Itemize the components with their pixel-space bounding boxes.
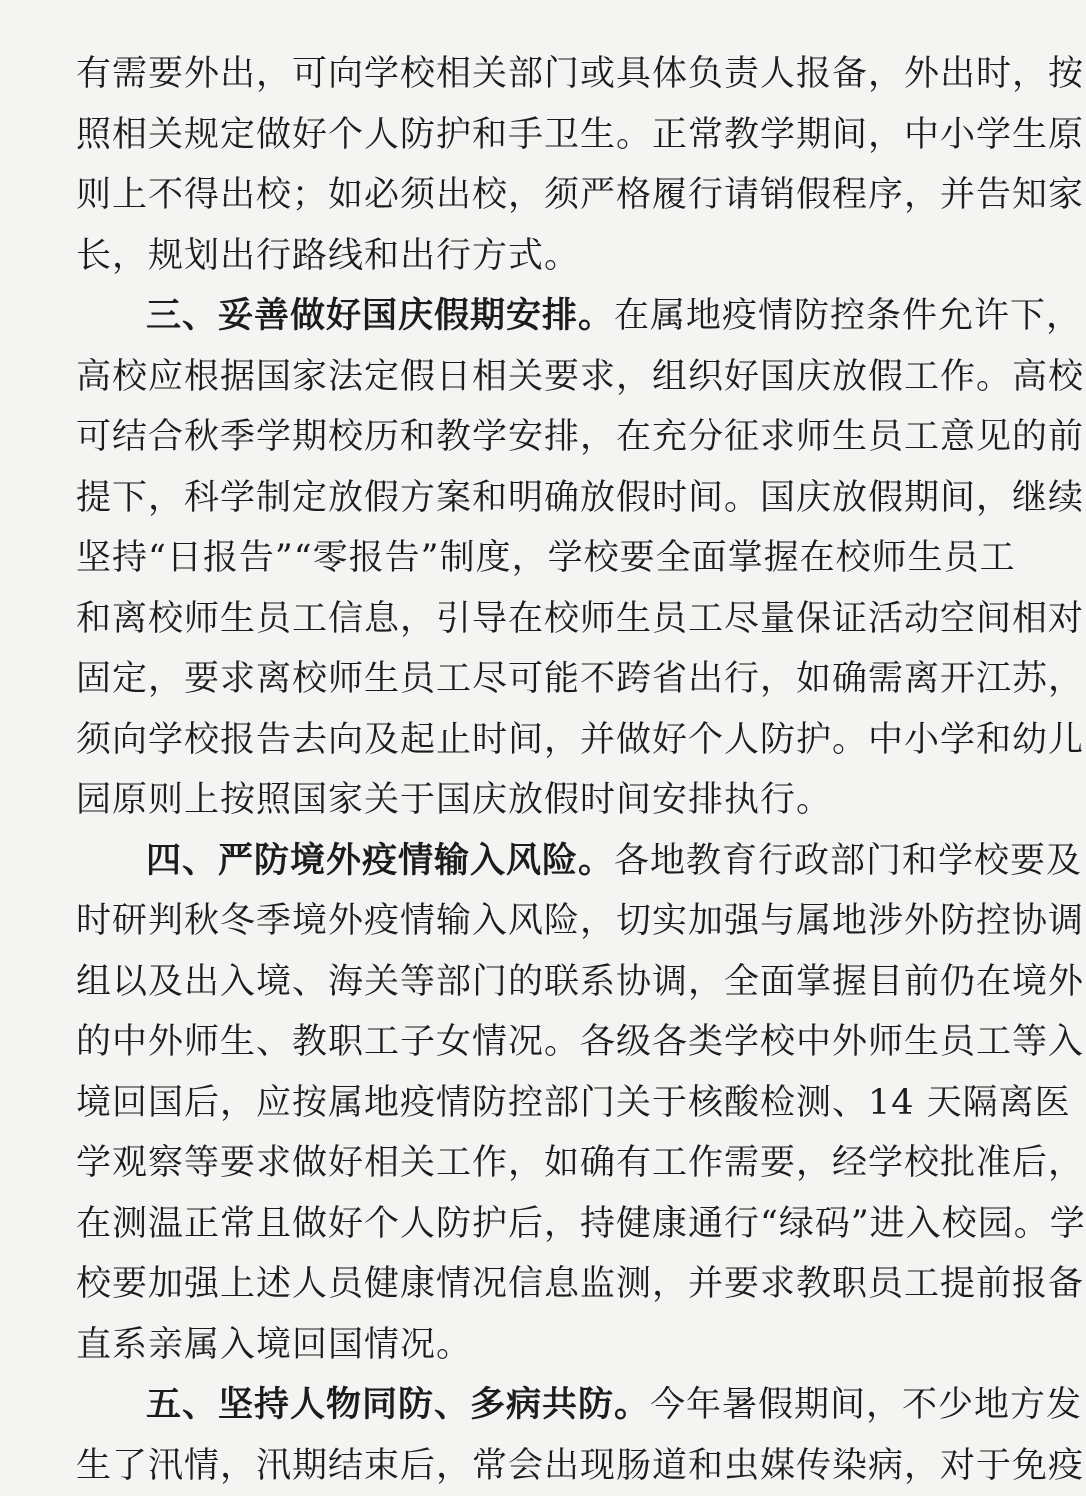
section-five-first-line bbox=[76, 1375, 1012, 1436]
text-line: 的中外师生、教职工子女情况。各级各类学校中外师生员工等入 bbox=[76, 1012, 1012, 1073]
text-line: 境回国后，应按属地疫情防控部门关于核酸检测、14 天隔离医 bbox=[76, 1073, 1012, 1134]
text-line: 须向学校报告去向及起止时间，并做好个人防护。中小学和幼儿 bbox=[76, 710, 1012, 771]
text-line: 可结合秋季学期校历和教学安排，在充分征求师生员工意见的前 bbox=[76, 407, 1012, 468]
text-line: 生了汛情，汛期结束后，常会出现肠道和虫媒传染病，对于免疫 bbox=[76, 1436, 1012, 1496]
text-line: 学观察等要求做好相关工作，如确有工作需要，经学校批准后， bbox=[76, 1133, 1012, 1194]
text-line: 则上不得出校；如必须出校，须严格履行请销假程序，并告知家 bbox=[76, 165, 1012, 226]
text-span: 今年暑假期间，不少地方发 bbox=[650, 1385, 1082, 1425]
text-span: 在属地疫情防控条件允许下， bbox=[614, 296, 1082, 336]
text-line: 固定，要求离校师生员工尽可能不跨省出行，如确需离开江苏， bbox=[76, 649, 1012, 710]
section-heading: 五、坚持人物同防、多病共防。 bbox=[146, 1385, 650, 1425]
text-line: 长，规划出行路线和出行方式。 bbox=[76, 226, 1012, 287]
text-span: 各地教育行政部门和学校要及 bbox=[614, 841, 1082, 881]
text-line: 照相关规定做好个人防护和手卫生。正常教学期间，中小学生原 bbox=[76, 105, 1012, 166]
text-line: 和离校师生员工信息，引导在校师生员工尽量保证活动空间相对 bbox=[76, 589, 1012, 650]
text-line: 坚持“日报告”“零报告”制度，学校要全面掌握在校师生员工 bbox=[76, 528, 1012, 589]
text-line: 在测温正常且做好个人防护后，持健康通行“绿码”进入校园。学 bbox=[76, 1194, 1012, 1255]
text-line: 提下，科学制定放假方案和明确放假时间。国庆放假期间，继续 bbox=[76, 468, 1012, 529]
text-line: 高校应根据国家法定假日相关要求，组织好国庆放假工作。高校 bbox=[76, 347, 1012, 408]
section-four-first-line bbox=[76, 831, 1012, 892]
text-line: 时研判秋冬季境外疫情输入风险，切实加强与属地涉外防控协调 bbox=[76, 891, 1012, 952]
section-three-first-line bbox=[76, 286, 1012, 347]
text-line: 直系亲属入境回国情况。 bbox=[76, 1315, 1012, 1376]
text-line: 园原则上按照国家关于国庆放假时间安排执行。 bbox=[76, 770, 1012, 831]
text-line: 有需要外出，可向学校相关部门或具体负责人报备，外出时，按 bbox=[76, 44, 1012, 105]
text-line: 校要加强上述人员健康情况信息监测，并要求教职员工提前报备 bbox=[76, 1254, 1012, 1315]
section-heading: 三、妥善做好国庆假期安排。 bbox=[146, 296, 614, 336]
text-line: 组以及出入境、海关等部门的联系协调，全面掌握目前仍在境外 bbox=[76, 952, 1012, 1013]
section-heading: 四、严防境外疫情输入风险。 bbox=[146, 841, 614, 881]
